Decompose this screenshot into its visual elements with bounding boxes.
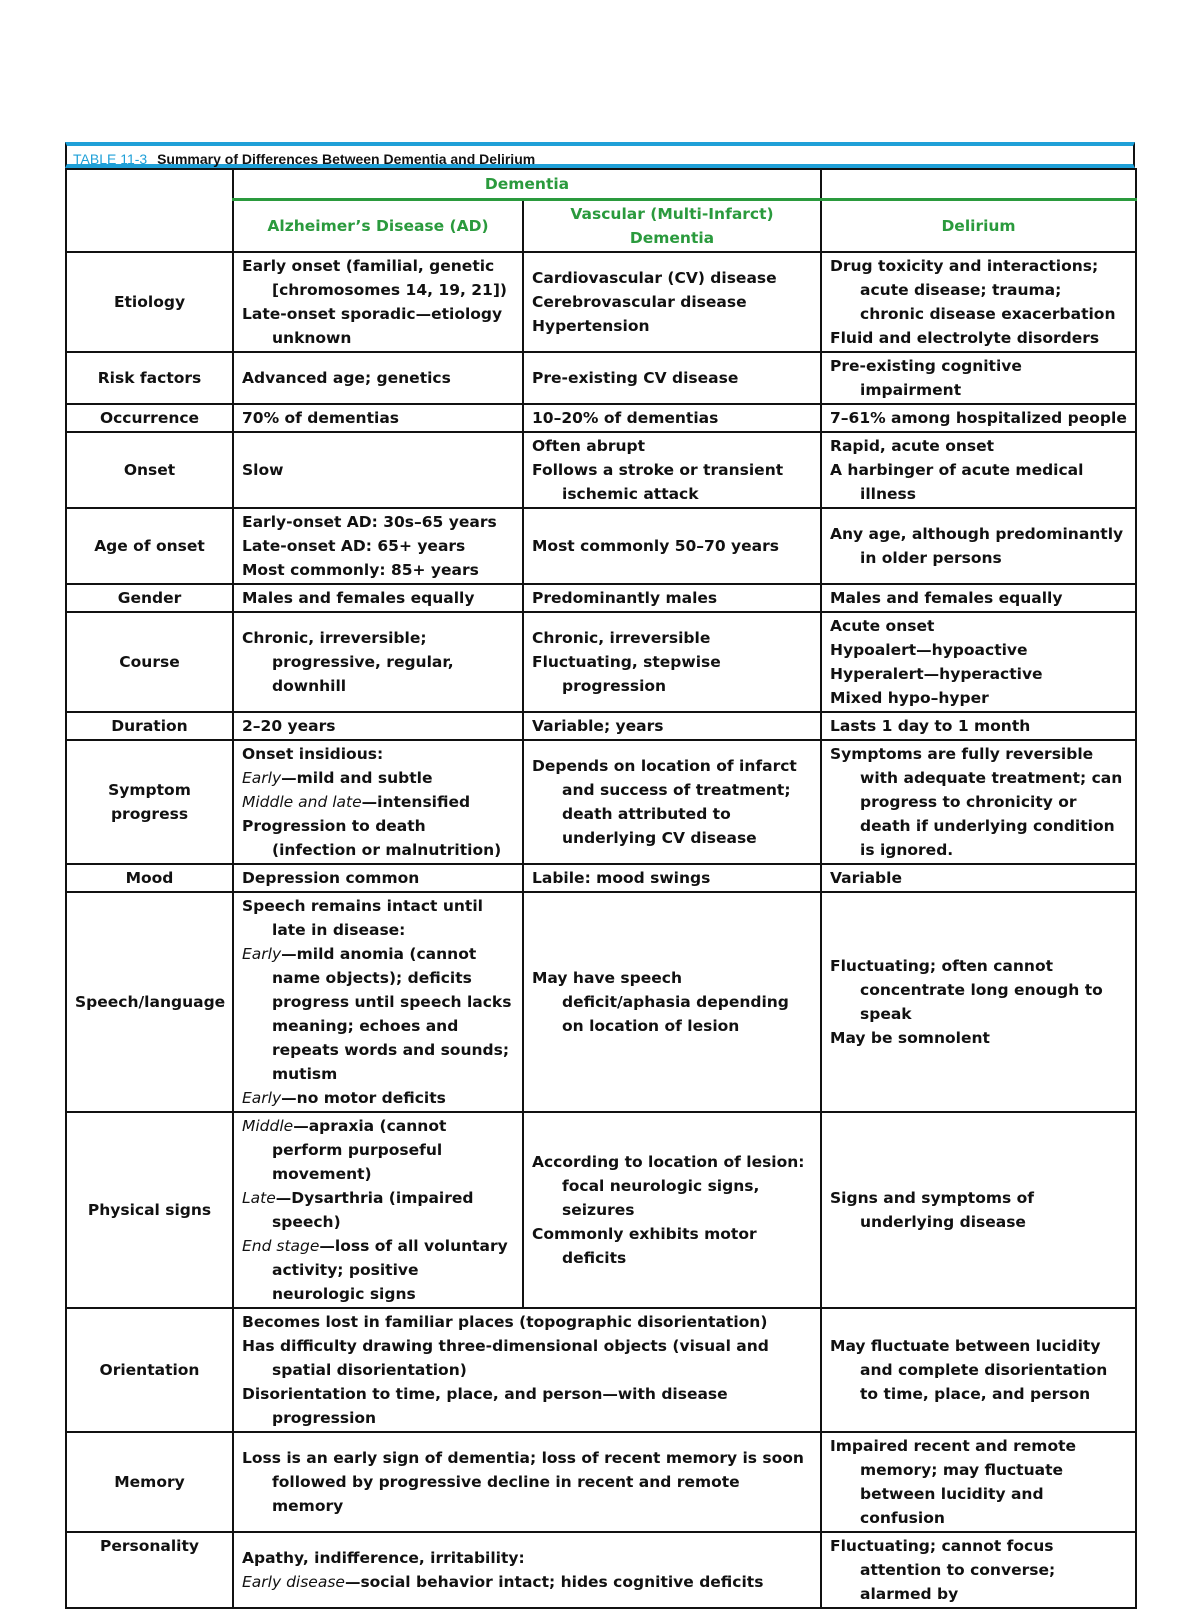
delirium-cell (821, 612, 1136, 712)
ad-cell (233, 712, 523, 740)
cell-line: End stage—loss of all voluntary activity; positive neurologic signs (242, 1237, 508, 1303)
ad-cell (233, 612, 523, 712)
delirium-cell (821, 1308, 1136, 1432)
row-label: Memory (66, 1432, 233, 1532)
delirium-cell (821, 1112, 1136, 1308)
cell-line: Hypoalert—hypoactive (830, 641, 1028, 659)
table-row-memory (66, 1432, 1136, 1532)
table-caption (65, 142, 1135, 168)
cell-line: Early—no motor deficits (242, 1089, 446, 1107)
cell-line: According to location of lesion: focal neurologic signs, seizures (532, 1153, 805, 1219)
cell-line: Late-onset AD: 65+ years (242, 537, 466, 555)
ad-cell (233, 584, 523, 612)
table-row-etiology (66, 252, 1136, 352)
table-row-gender (66, 584, 1136, 612)
cell-line: Progression to death (infection or malnutrition) (242, 817, 502, 859)
table-row-age-of-onset (66, 508, 1136, 584)
delirium-cell (821, 584, 1136, 612)
cell-line: Follows a stroke or transient ischemic attack (532, 461, 784, 503)
cell-line: Early—mild and subtle (242, 769, 433, 787)
dementia-cell (233, 1432, 821, 1532)
row-label: Speech/language (66, 892, 233, 1112)
table-row-occurrence (66, 404, 1136, 432)
delirium-cell (821, 352, 1136, 404)
vascular-cell (523, 404, 821, 432)
cell-line: Fluctuating; cannot focus attention to converse; alarmed by (830, 1537, 1056, 1603)
table-row-mood (66, 864, 1136, 892)
cell-line: Fluctuating, stepwise progression (532, 653, 721, 695)
cell-line: Mixed hypo–hyper (830, 689, 989, 707)
row-label: Onset (66, 432, 233, 508)
table-row-personality (66, 1532, 1136, 1608)
delirium-cell (821, 252, 1136, 352)
cell-line: Chronic, irreversible; progressive, regular, downhill (242, 629, 454, 695)
ad-cell (233, 508, 523, 584)
cell-line: Pre-existing cognitive impairment (830, 357, 1022, 399)
row-label: Course (66, 612, 233, 712)
cell-line: Slow (242, 461, 284, 479)
cell-line: Middle—apraxia (cannot perform purposeful movement) (242, 1117, 447, 1183)
vascular-cell (523, 712, 821, 740)
vascular-cell (523, 508, 821, 584)
cell-line: Acute onset (830, 617, 935, 635)
dementia-header: Dementia (233, 169, 821, 200)
ad-cell (233, 892, 523, 1112)
cell-line: Late—Dysarthria (impaired speech) (242, 1189, 474, 1231)
vascular-cell (523, 584, 821, 612)
cell-line: 10–20% of dementias (532, 409, 719, 427)
table-row-physical-signs (66, 1112, 1136, 1308)
delirium-cell (821, 432, 1136, 508)
cell-line: Early-onset AD: 30s–65 years (242, 513, 497, 531)
cell-line: Advanced age; genetics (242, 369, 451, 387)
cell-line: Males and females equally (242, 589, 475, 607)
cell-line: Impaired recent and remote memory; may fluctuate between lucidity and confusion (830, 1437, 1077, 1527)
dementia-cell (233, 1308, 821, 1432)
cell-line: May be somnolent (830, 1029, 990, 1047)
cell-line: Hyperalert—hyperactive (830, 665, 1043, 683)
row-label: Age of onset (66, 508, 233, 584)
table-row-orientation (66, 1308, 1136, 1432)
corner-cell (66, 169, 233, 252)
ad-cell (233, 432, 523, 508)
delirium-cell (821, 864, 1136, 892)
ad-header: Alzheimer’s Disease (AD) (233, 200, 523, 253)
comparison-table (65, 168, 1137, 1609)
table-row-onset (66, 432, 1136, 508)
row-label: Etiology (66, 252, 233, 352)
cell-line: Loss is an early sign of dementia; loss of recent memory is soon followed by progressive decline in recent and remote memory (242, 1449, 804, 1515)
vascular-cell (523, 352, 821, 404)
cell-line: Signs and symptoms of underlying disease (830, 1189, 1035, 1231)
vascular-cell (523, 252, 821, 352)
vascular-cell (523, 1112, 821, 1308)
cell-line: May fluctuate between lucidity and complete disorientation to time, place, and person (830, 1337, 1108, 1403)
table-body (66, 252, 1136, 1608)
cell-line: Apathy, indifference, irritability: (242, 1549, 525, 1567)
delirium-cell (821, 740, 1136, 864)
ad-cell (233, 1112, 523, 1308)
cell-line: Males and females equally (830, 589, 1063, 607)
ad-cell (233, 740, 523, 864)
ad-cell (233, 864, 523, 892)
row-label: Symptom progress (66, 740, 233, 864)
table-row-symptom-progress (66, 740, 1136, 864)
cell-line: Late-onset sporadic—etiology unknown (242, 305, 503, 347)
delirium-cell (821, 1432, 1136, 1532)
cell-line: Early onset (familial, genetic [chromosomes 14, 19, 21]) (242, 257, 508, 299)
cell-line: Disorientation to time, place, and person—with disease progression (242, 1385, 728, 1427)
row-label: Duration (66, 712, 233, 740)
table-row-speech-language (66, 892, 1136, 1112)
cell-line: 70% of dementias (242, 409, 399, 427)
delirium-cell (821, 404, 1136, 432)
row-label: Physical signs (66, 1112, 233, 1308)
cell-line: Fluid and electrolyte disorders (830, 329, 1100, 347)
dementia-cell (233, 1532, 821, 1608)
cell-line: Chronic, irreversible (532, 629, 711, 647)
cell-line: Becomes lost in familiar places (topographic disorientation) (242, 1313, 768, 1331)
delirium-cell (821, 1532, 1136, 1608)
table-title: Summary of Differences Between Dementia and Delirium (157, 151, 536, 167)
row-label: Mood (66, 864, 233, 892)
row-label: Gender (66, 584, 233, 612)
table-row-risk-factors (66, 352, 1136, 404)
delirium-cell (821, 508, 1136, 584)
ad-cell (233, 404, 523, 432)
ad-cell (233, 252, 523, 352)
table-row-duration (66, 712, 1136, 740)
delirium-header: Delirium (821, 200, 1136, 253)
cell-line: Early disease—social behavior intact; hides cognitive deficits (242, 1573, 764, 1591)
row-label: Occurrence (66, 404, 233, 432)
cell-line: A harbinger of acute medical illness (830, 461, 1084, 503)
blank-header-cell (821, 169, 1136, 200)
cell-line: Cerebrovascular disease (532, 293, 747, 311)
table-row-course (66, 612, 1136, 712)
delirium-cell (821, 892, 1136, 1112)
vascular-cell (523, 432, 821, 508)
table-number: TABLE 11-3 (73, 151, 148, 167)
cell-line: Predominantly males (532, 589, 718, 607)
cell-line: Symptoms are fully reversible with adequate treatment; can progress to chronicity or death if underlying condition is ignored. (830, 745, 1123, 859)
cell-line: Speech remains intact until late in disease: (242, 897, 483, 939)
cell-line: Has difficulty drawing three-dimensional objects (visual and spatial disorientation) (242, 1337, 769, 1379)
cell-line: Drug toxicity and interactions; acute disease; trauma; chronic disease exacerbation (830, 257, 1116, 323)
cell-line: Early—mild anomia (cannot name objects); deficits progress until speech lacks meaning; echoes and repeats words and sounds; mutism (242, 945, 512, 1083)
cell-line: Depression common (242, 869, 420, 887)
cell-line: Any age, although predominantly in older persons (830, 525, 1124, 567)
row-label: Personality (66, 1532, 233, 1608)
cell-line: Rapid, acute onset (830, 437, 995, 455)
cell-line: Hypertension (532, 317, 650, 335)
cell-line: Fluctuating; often cannot concentrate long enough to speak (830, 957, 1103, 1023)
delirium-cell (821, 712, 1136, 740)
cell-line: Middle and late—intensified (242, 793, 471, 811)
cell-line: Often abrupt (532, 437, 646, 455)
cell-line: 7–61% among hospitalized people (830, 409, 1127, 427)
cell-line: Cardiovascular (CV) disease (532, 269, 777, 287)
cell-line: Pre-existing CV disease (532, 369, 739, 387)
cell-line: Commonly exhibits motor deficits (532, 1225, 757, 1267)
vascular-cell (523, 612, 821, 712)
cell-line: Depends on location of infarct and success of treatment; death attributed to underlying CV disease (532, 757, 797, 847)
cell-line: Most commonly 50–70 years (532, 537, 779, 555)
cell-line: 2–20 years (242, 717, 336, 735)
vascular-cell (523, 892, 821, 1112)
cell-line: Labile: mood swings (532, 869, 711, 887)
ad-cell (233, 352, 523, 404)
vascular-cell (523, 864, 821, 892)
document-page (65, 142, 1135, 1609)
cell-line: Variable; years (532, 717, 664, 735)
vascular-header: Vascular (Multi-Infarct) Dementia (523, 200, 821, 253)
row-label: Orientation (66, 1308, 233, 1432)
row-label: Risk factors (66, 352, 233, 404)
cell-line: Most commonly: 85+ years (242, 561, 479, 579)
cell-line: Onset insidious: (242, 745, 384, 763)
cell-line: May have speech deficit/aphasia depending on location of lesion (532, 969, 789, 1035)
cell-line: Lasts 1 day to 1 month (830, 717, 1031, 735)
cell-line: Variable (830, 869, 902, 887)
vascular-cell (523, 740, 821, 864)
